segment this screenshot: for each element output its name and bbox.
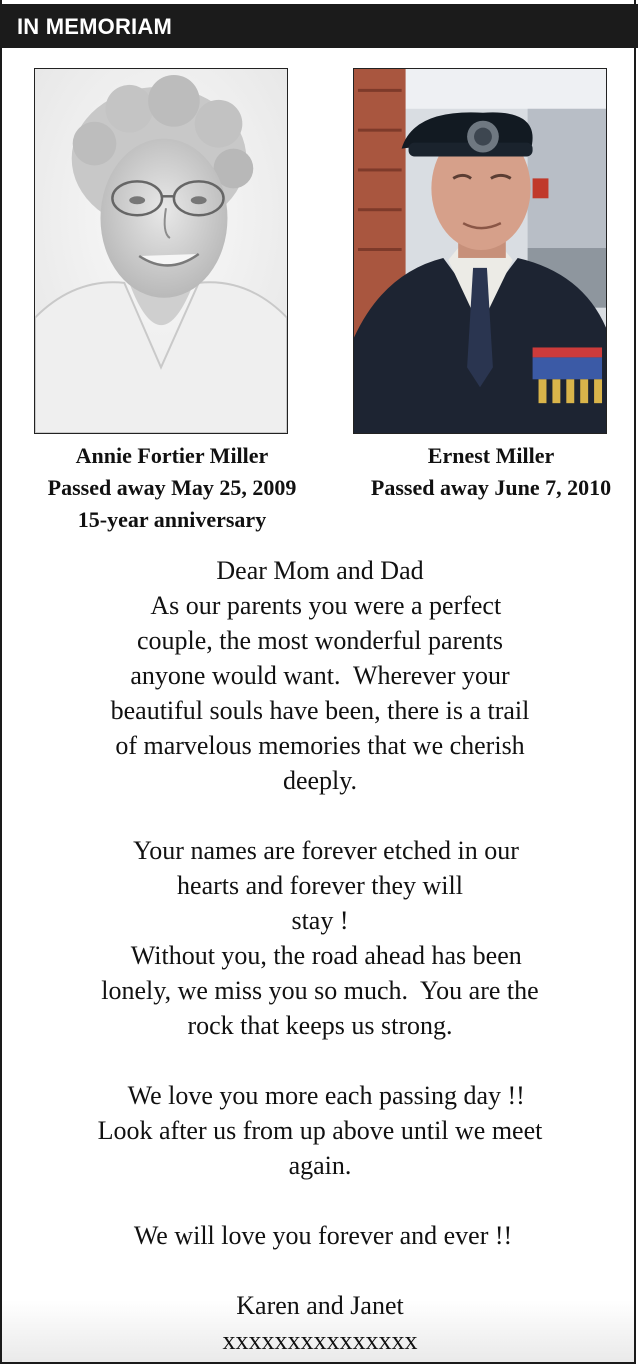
message-line: deeply. [282,766,358,795]
passed-annie: Passed away May 25, 2009 [47,475,297,500]
portrait-ernest-photo [353,68,607,434]
message-line: As our parents you were a perfect [138,591,502,620]
paragraph-gap [20,1043,620,1078]
message-line: anyone would want. Wherever your [130,661,510,690]
anniversary-note: 15-year anniversary [77,507,267,532]
signature-kisses: xxxxxxxxxxxxxxx [222,1326,418,1355]
message-line: couple, the most wonderful parents [136,626,504,655]
message-line: Look after us from up above until we meet [97,1116,543,1145]
message-line: beautiful souls have been, there is a trail [110,696,530,725]
message-line: Dear Mom and Dad [216,556,424,585]
message-line: lonely, we miss you so much. You are the [101,976,539,1005]
message-line: hearts and forever they will [177,871,463,900]
message-line: stay ! [291,906,349,935]
paragraph-gap [20,1253,620,1288]
message-line: We will love you forever and ever !! [127,1221,513,1250]
passed-ernest: Passed away June 7, 2010 [370,475,612,500]
message-line: We love you more each passing day !! [115,1081,525,1110]
memorial-message [20,553,620,1358]
name-annie: Annie Fortier Miller [75,443,269,468]
portrait-annie-photo [34,68,288,434]
signature-names: Karen and Janet [236,1291,404,1320]
message-line: Your names are forever etched in our [121,836,519,865]
message-line: again. [288,1151,352,1180]
message-line: rock that keeps us strong. [187,1011,453,1040]
caption-annie [20,440,324,536]
message-line: of marvelous memories that we cherish [115,731,525,760]
caption-ernest [346,440,636,504]
paragraph-gap [20,798,620,833]
paragraph-gap [20,1183,620,1218]
message-line: Without you, the road ahead has been [118,941,522,970]
name-ernest: Ernest Miller [427,443,555,468]
section-header: IN MEMORIAM [0,4,638,48]
